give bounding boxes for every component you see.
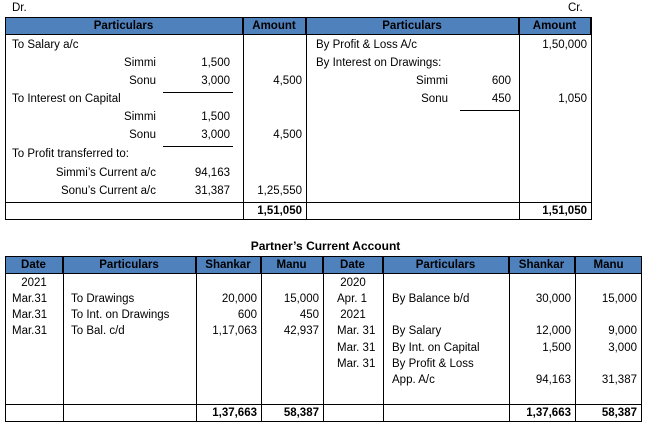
left-shankar: 20,000 <box>221 293 257 305</box>
header-particulars-right: Particulars <box>306 18 519 34</box>
left-manu: 15,000 <box>283 293 319 305</box>
right-manu: 15,000 <box>601 293 637 305</box>
sonu-current-label: Sonu’s Current a/c <box>60 185 156 197</box>
right-date: Mar. 31 <box>337 358 376 370</box>
right-date: 2021 <box>340 309 366 321</box>
credit-label: Cr. <box>568 2 583 14</box>
iod-sonu-label: Sonu <box>421 93 448 105</box>
left-date: 2021 <box>21 277 47 289</box>
left-particulars: To Bal. c/d <box>71 325 125 337</box>
right-date: Mar. 31 <box>337 325 376 337</box>
left-particulars: To Drawings <box>71 293 135 305</box>
header-date-right: Date <box>323 257 383 273</box>
pl-total-divider <box>5 202 592 203</box>
right-manu: 9,000 <box>608 325 637 337</box>
right-shankar: 30,000 <box>535 293 571 305</box>
right-particulars: By Balance b/d <box>392 293 470 305</box>
simmi-current-label: Simmi’s Current a/c <box>55 167 156 179</box>
salary-sonu-value: 3,000 <box>201 75 230 87</box>
header-manu-right: Manu <box>575 257 642 273</box>
right-shankar: 1,500 <box>542 342 571 354</box>
right-date: 2020 <box>340 277 366 289</box>
sonu-current-value: 31,387 <box>194 185 230 197</box>
ioc-subtotal-line <box>163 146 233 147</box>
left-manu: 42,937 <box>283 325 319 337</box>
header-amount-right: Amount <box>519 18 591 34</box>
simmi-current-value: 94,163 <box>194 167 230 179</box>
salary-subtotal-line <box>163 92 233 93</box>
right-manu-total: 58,387 <box>601 407 637 419</box>
current-account-title: Partner’s Current Account <box>250 239 401 253</box>
ioc-head: To Interest on Capital <box>12 93 121 105</box>
pl-left-grand-total: 1,51,050 <box>257 205 302 217</box>
iod-simmi-label: Simmi <box>416 75 448 87</box>
right-particulars: By Int. on Capital <box>392 342 480 354</box>
left-shankar-total: 1,37,663 <box>212 407 257 419</box>
pl-col-divider-2 <box>306 17 307 220</box>
right-particulars: By Salary <box>392 325 442 337</box>
iod-head: By Interest on Drawings: <box>316 57 442 69</box>
ioc-total: 4,500 <box>273 129 302 141</box>
current-col-divider-7 <box>575 256 576 422</box>
iod-simmi-value: 600 <box>491 75 511 87</box>
header-shankar-left: Shankar <box>196 257 261 273</box>
current-col-divider-2 <box>196 256 197 422</box>
right-manu: 3,000 <box>608 342 637 354</box>
header-particulars-left: Particulars <box>5 18 243 34</box>
iod-subtotal-line <box>460 110 519 111</box>
left-particulars: To Int. on Drawings <box>71 309 170 321</box>
pl-credit-head: By Profit & Loss A/c <box>316 39 417 51</box>
header-date-left: Date <box>5 257 63 273</box>
right-shankar: 12,000 <box>535 325 571 337</box>
left-manu-total: 58,387 <box>283 407 319 419</box>
left-date: Mar.31 <box>12 293 48 305</box>
current-col-divider-5 <box>383 256 384 422</box>
debit-label: Dr. <box>12 2 27 14</box>
header-shankar-right: Shankar <box>509 257 575 273</box>
header-amount-left: Amount <box>243 18 306 34</box>
profit-transfer-total: 1,25,550 <box>257 185 302 197</box>
header-particulars-left: Particulars <box>63 257 196 273</box>
right-date: Mar. 31 <box>337 342 376 354</box>
current-col-divider-6 <box>509 256 510 422</box>
ioc-sonu-label: Sonu <box>129 129 156 141</box>
right-manu: 31,387 <box>601 374 637 386</box>
salary-sonu-label: Sonu <box>129 75 156 87</box>
profit-transfer-head: To Profit transferred to: <box>12 148 129 160</box>
right-date: Apr. 1 <box>337 293 368 305</box>
right-shankar: 94,163 <box>535 374 571 386</box>
pl-right-grand-total: 1,51,050 <box>542 205 587 217</box>
iod-total: 1,050 <box>558 93 587 105</box>
current-col-divider-3 <box>261 256 262 422</box>
salary-head: To Salary a/c <box>12 39 79 51</box>
header-particulars-right: Particulars <box>383 257 509 273</box>
ioc-simmi-label: Simmi <box>124 111 156 123</box>
right-particulars: By Profit & Loss <box>392 358 474 370</box>
left-date: Mar.31 <box>12 325 48 337</box>
header-manu-left: Manu <box>261 257 323 273</box>
iod-sonu-value: 450 <box>491 93 511 105</box>
left-date: Mar.31 <box>12 309 48 321</box>
left-manu: 450 <box>299 309 319 321</box>
salary-simmi-label: Simmi <box>124 57 156 69</box>
pl-header-divider <box>5 34 592 35</box>
ioc-sonu-value: 3,000 <box>201 129 230 141</box>
salary-total: 4,500 <box>273 75 302 87</box>
left-shankar: 1,17,063 <box>212 325 257 337</box>
right-shankar-total: 1,37,663 <box>526 407 571 419</box>
salary-simmi-value: 1,500 <box>201 57 230 69</box>
current-col-divider-1 <box>63 256 64 422</box>
ioc-simmi-value: 1,500 <box>201 111 230 123</box>
pl-credit-value: 1,50,000 <box>542 39 587 51</box>
right-particulars: App. A/c <box>392 374 435 386</box>
left-shankar: 600 <box>237 309 257 321</box>
